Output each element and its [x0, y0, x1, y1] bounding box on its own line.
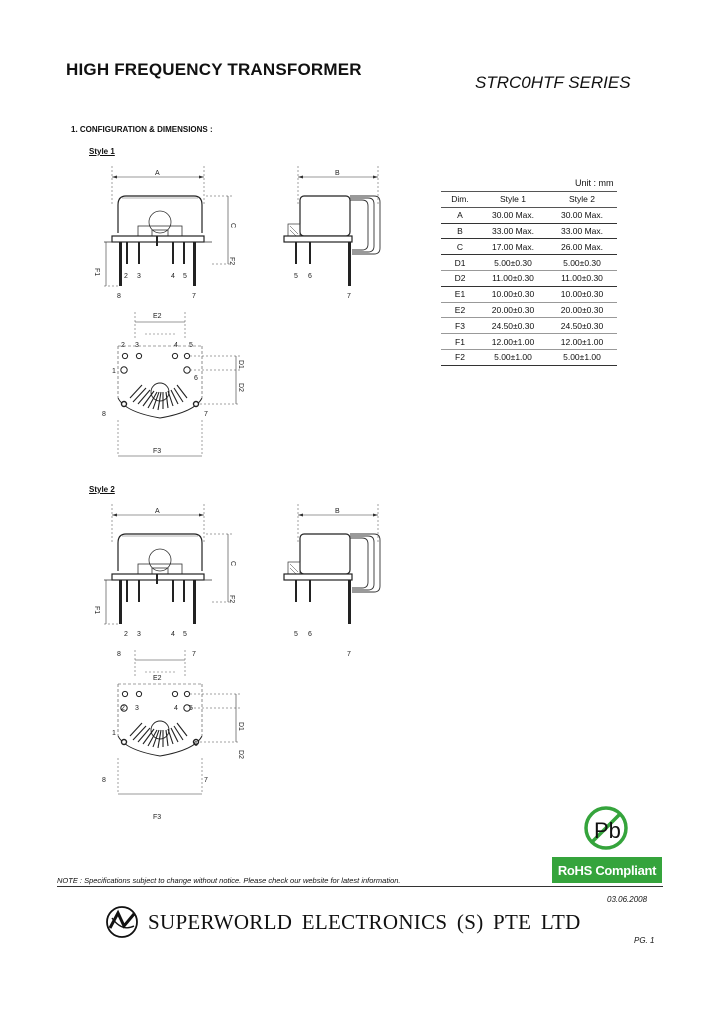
- row-dim: F1: [441, 334, 479, 350]
- row-dim: A: [441, 207, 479, 223]
- header-style1: Style 1: [479, 192, 547, 208]
- s1-pin7: 7: [192, 293, 196, 300]
- s2-label-d2: D2: [237, 750, 244, 759]
- style1-front-view: [104, 166, 234, 286]
- s2-label-f1: F1: [93, 606, 100, 615]
- s2-bot-pin4: 4: [174, 705, 178, 712]
- s2-label-b: B: [335, 508, 340, 515]
- s1-label-f1: F1: [93, 268, 100, 277]
- row-style1: 12.00±1.00: [479, 334, 547, 350]
- s1-label-d2: D2: [237, 383, 244, 392]
- row-style2: 30.00 Max.: [547, 207, 617, 223]
- s2-label-f3: F3: [153, 814, 162, 821]
- row-style1: 17.00 Max.: [479, 239, 547, 255]
- table-row: [441, 270, 617, 286]
- s2-bot-pin7: 7: [204, 777, 208, 784]
- s2-bot-pin3: 3: [135, 705, 139, 712]
- s1-pin2: 2: [124, 273, 128, 280]
- company-logo-icon: [107, 907, 137, 937]
- s1-bot-pin1: 1: [112, 368, 116, 375]
- table-row: [441, 286, 617, 302]
- row-style2: 5.00±1.00: [547, 349, 617, 365]
- row-style1: 10.00±0.30: [479, 286, 547, 302]
- footer-divider: [57, 886, 663, 887]
- table-row: [441, 239, 617, 255]
- s2-bot-pin8: 8: [102, 777, 106, 784]
- style1-side-view: [284, 166, 380, 286]
- row-style1: 24.50±0.30: [479, 318, 547, 334]
- s1-pin5: 5: [183, 273, 187, 280]
- style2-label: Style 2: [89, 485, 115, 494]
- s1-label-f2: F2: [228, 257, 235, 266]
- s1-label-c: C: [229, 223, 236, 229]
- row-style2: 10.00±0.30: [547, 286, 617, 302]
- header-dim: Dim.: [441, 192, 479, 208]
- style1-bottom-view: [118, 312, 240, 456]
- s2-side-pin7: 7: [347, 651, 351, 658]
- row-style1: 5.00±0.30: [479, 255, 547, 271]
- s1-label-f3: F3: [153, 448, 162, 455]
- row-style2: 11.00±0.30: [547, 270, 617, 286]
- row-style2: 20.00±0.30: [547, 302, 617, 318]
- section-title: 1. CONFIGURATION & DIMENSIONS :: [71, 125, 213, 134]
- row-style2: 33.00 Max.: [547, 223, 617, 239]
- s1-label-d1: D1: [237, 360, 244, 369]
- row-dim: D1: [441, 255, 479, 271]
- s1-bot-pin7: 7: [204, 411, 208, 418]
- row-dim: F3: [441, 318, 479, 334]
- s1-side-pin7: 7: [347, 293, 351, 300]
- s2-pin7: 7: [192, 651, 196, 658]
- s2-pin4: 4: [171, 631, 175, 638]
- s2-label-f2: F2: [228, 595, 235, 604]
- s2-label-d1: D1: [237, 722, 244, 731]
- s2-pin3: 3: [137, 631, 141, 638]
- s1-bot-pin3: 3: [135, 342, 139, 349]
- s2-side-pin5: 5: [294, 631, 298, 638]
- table-row: [441, 334, 617, 350]
- s2-label-e2: E2: [153, 675, 162, 682]
- row-dim: E1: [441, 286, 479, 302]
- s1-bot-pin8: 8: [102, 411, 106, 418]
- pb-free-icon: [586, 808, 626, 848]
- style2-front-view: [104, 504, 234, 624]
- row-style1: 30.00 Max.: [479, 207, 547, 223]
- s2-side-pin6: 6: [308, 631, 312, 638]
- row-style1: 20.00±0.30: [479, 302, 547, 318]
- document-title: HIGH FREQUENCY TRANSFORMER: [66, 60, 362, 79]
- s2-pin2: 2: [124, 631, 128, 638]
- dimensions-table: [441, 191, 617, 366]
- company-name: SUPERWORLD ELECTRONICS (S) PTE LTD: [148, 910, 581, 934]
- document-date: 03.06.2008: [607, 895, 648, 904]
- s2-bot-pin6: 6: [194, 741, 198, 748]
- s1-side-pin5: 5: [294, 273, 298, 280]
- s2-bot-pin1: 1: [112, 730, 116, 737]
- s1-label-e2: E2: [153, 313, 162, 320]
- page-number: PG. 1: [634, 936, 655, 945]
- s1-bot-pin5: 5: [189, 342, 193, 349]
- s2-pin8: 8: [117, 651, 121, 658]
- s1-bot-pin4: 4: [174, 342, 178, 349]
- row-style1: 5.00±1.00: [479, 349, 547, 365]
- row-style2: 5.00±0.30: [547, 255, 617, 271]
- row-style2: 26.00 Max.: [547, 239, 617, 255]
- s1-bot-pin2: 2: [121, 342, 125, 349]
- s2-bot-pin5: 5: [189, 705, 193, 712]
- pb-symbol-text: Pb: [594, 818, 621, 843]
- row-dim: B: [441, 223, 479, 239]
- table-row: [441, 255, 617, 271]
- header-style2: Style 2: [547, 192, 617, 208]
- row-style2: 12.00±1.00: [547, 334, 617, 350]
- style1-label: Style 1: [89, 147, 115, 156]
- s2-label-c: C: [229, 561, 236, 567]
- style2-side-view: [284, 504, 380, 624]
- s1-pin3: 3: [137, 273, 141, 280]
- row-style2: 24.50±0.30: [547, 318, 617, 334]
- series-name: STRC0HTF SERIES: [475, 73, 631, 92]
- s2-label-a: A: [155, 508, 160, 515]
- rohs-badge: RoHS Compliant: [552, 857, 662, 883]
- row-dim: E2: [441, 302, 479, 318]
- table-row: [441, 318, 617, 334]
- s1-label-b: B: [335, 170, 340, 177]
- row-dim: C: [441, 239, 479, 255]
- s1-pin4: 4: [171, 273, 175, 280]
- unit-label: Unit : mm: [575, 178, 614, 188]
- s1-side-pin6: 6: [308, 273, 312, 280]
- row-style1: 33.00 Max.: [479, 223, 547, 239]
- s2-bot-pin2: 2: [121, 705, 125, 712]
- style2-bottom-view: [118, 650, 240, 794]
- row-style1: 11.00±0.30: [479, 270, 547, 286]
- footer-note: NOTE : Specifications subject to change without notice. Please check our website for latest information.: [57, 876, 401, 885]
- row-dim: F2: [441, 349, 479, 365]
- table-header-row: [441, 192, 617, 208]
- table-row: [441, 302, 617, 318]
- s1-bot-pin6: 6: [194, 375, 198, 382]
- row-dim: D2: [441, 270, 479, 286]
- s1-label-a: A: [155, 170, 160, 177]
- table-row: [441, 223, 617, 239]
- s2-pin5: 5: [183, 631, 187, 638]
- table-row: [441, 207, 617, 223]
- s1-pin8: 8: [117, 293, 121, 300]
- table-row: [441, 349, 617, 365]
